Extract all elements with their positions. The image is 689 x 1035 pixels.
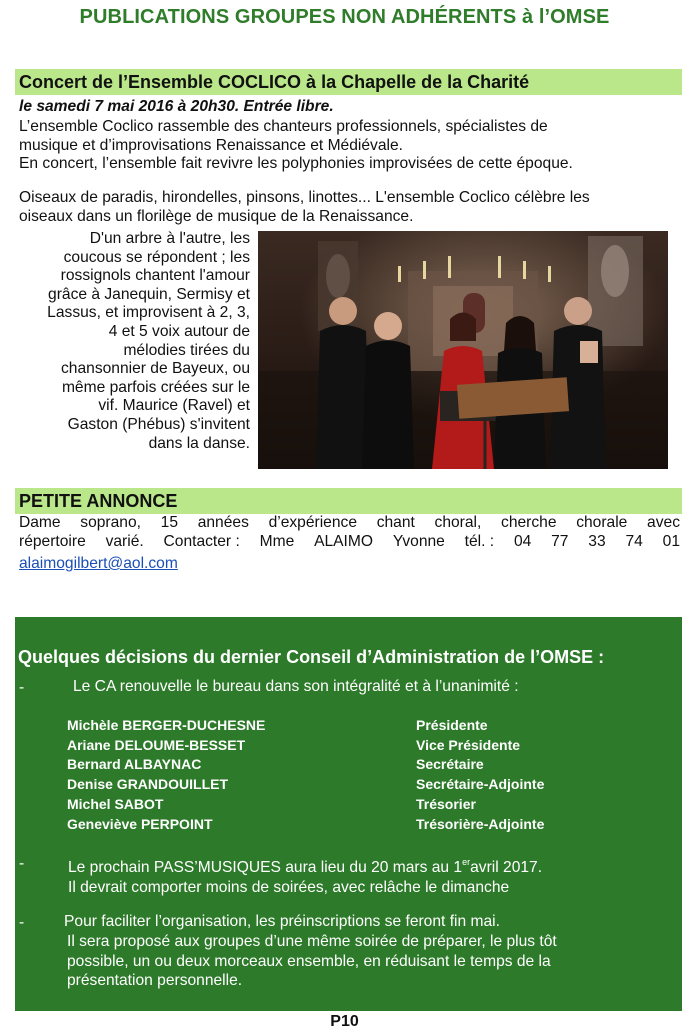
word: Yvonne <box>392 533 445 550</box>
text-line: Il devrait comporter moins de soirées, avec relâche le dimanche <box>68 878 510 896</box>
member-name: Michel SABOT <box>67 795 164 812</box>
member-role: Trésorier <box>416 795 476 812</box>
word: tél. : <box>464 533 495 550</box>
bullet-dash: - <box>19 855 25 872</box>
annonce-line-1: Dame soprano, 15 années d’expérience chant choral, cherche chorale avec <box>19 514 680 531</box>
word: 01 <box>662 533 680 550</box>
text-line: Oiseaux de paradis, hirondelles, pinsons, linottes... L'ensemble Coclico célèbre les <box>19 189 590 206</box>
text-line: même parfois créées sur le <box>61 378 250 396</box>
concert-date: le samedi 7 mai 2016 à 20h30. Entrée libre. <box>19 98 334 115</box>
page-title: PUBLICATIONS GROUPES NON ADHÉRENTS à l’OMSE <box>79 6 610 28</box>
ca-item-3 <box>64 912 557 991</box>
text-line: grâce à Janequin, Sermisy et <box>48 285 250 303</box>
concert-program-paragraph <box>19 189 681 226</box>
word: Contacter : <box>163 533 240 550</box>
text-line: chansonnier de Bayeux, ou <box>61 360 250 378</box>
annonce-line-2 <box>19 533 680 552</box>
concert-description <box>18 230 250 453</box>
text-line: possible, un ou deux morceaux ensemble, en réduisant le temps de la <box>67 952 551 970</box>
ca-item-2-text: Le prochain PASS’MUSIQUES aura lieu du 20 mars au 1 <box>68 859 463 876</box>
email-link[interactable]: alaimogilbert@aol.com <box>19 555 178 572</box>
member-name: Geneviève PERPOINT <box>67 815 213 832</box>
word: 33 <box>588 533 606 550</box>
member-role: Présidente <box>416 717 488 733</box>
word: répertoire <box>19 533 86 550</box>
member-role: Secrétaire <box>416 756 484 773</box>
word: 74 <box>625 533 643 550</box>
text-line: oiseaux dans un florilège de musique de la Renaissance. <box>19 207 414 225</box>
text-line: Lassus, et improvisent à 2, 3, <box>47 304 250 322</box>
member-role: Secrétaire-Adjointe <box>416 776 545 793</box>
concert-heading: Concert de l’Ensemble COCLICO à la Chapelle de la Charité <box>15 69 682 95</box>
text-line: rossignols chantent l'amour <box>60 267 250 285</box>
text-line: Gaston (Phébus) s'invitent <box>67 415 250 433</box>
ordinal-sup: er <box>462 857 471 867</box>
annonce-heading: PETITE ANNONCE <box>15 488 682 514</box>
text-line: musique et d’improvisations Renaissance et Médiévale. <box>19 136 403 154</box>
word: varié. <box>105 533 144 550</box>
text-line: L’ensemble Coclico rassemble des chanteurs professionnels, spécialistes de <box>19 118 548 135</box>
word: 04 <box>513 533 532 550</box>
text-line: dans la danse. <box>148 434 250 452</box>
word: Mme <box>259 533 295 550</box>
text-line: En concert, l’ensemble fait revivre les polyphonies improvisées de cette époque. <box>19 155 573 173</box>
word: 77 <box>551 533 569 550</box>
bullet-dash: - <box>19 679 25 696</box>
member-role: Vice Présidente <box>416 736 521 753</box>
member-role: Trésorière-Adjointe <box>416 815 545 832</box>
ca-title: Quelques décisions du dernier Conseil d’Administration de l’OMSE : <box>18 647 605 667</box>
text-line: mélodies tirées du <box>123 341 250 359</box>
text-line: présentation personnelle. <box>67 972 243 990</box>
ca-item-1: Le CA renouvelle le bureau dans son intégralité et à l’unanimité : <box>73 678 519 695</box>
bullet-dash: - <box>19 914 25 931</box>
concert-intro-paragraph <box>19 118 679 174</box>
roster-roles <box>416 716 666 834</box>
member-name: Michèle BERGER-DUCHESNE <box>67 717 266 733</box>
text-line: vif. Maurice (Ravel) et <box>98 397 250 415</box>
page-number: P10 <box>330 1013 359 1030</box>
text-line: Il sera proposé aux groupes d’une même soirée de préparer, le plus tôt <box>67 932 557 950</box>
roster-names <box>67 716 387 834</box>
text-line: coucous se répondent ; les <box>63 248 250 266</box>
member-name: Bernard ALBAYNAC <box>67 756 202 773</box>
member-name: Ariane DELOUME-BESSET <box>67 736 246 753</box>
word: ALAIMO <box>314 533 374 550</box>
member-name: Denise GRANDOUILLET <box>67 776 229 793</box>
text-line: D'un arbre à l'autre, les <box>89 230 250 247</box>
ca-item-2-text-end: avril 2017. <box>470 859 543 876</box>
text-line: 4 et 5 voix autour de <box>108 322 250 340</box>
ensemble-photo <box>258 231 668 469</box>
text-line: Pour faciliter l’organisation, les préinscriptions se feront fin mai. <box>64 913 500 930</box>
ca-item-2 <box>68 853 542 898</box>
